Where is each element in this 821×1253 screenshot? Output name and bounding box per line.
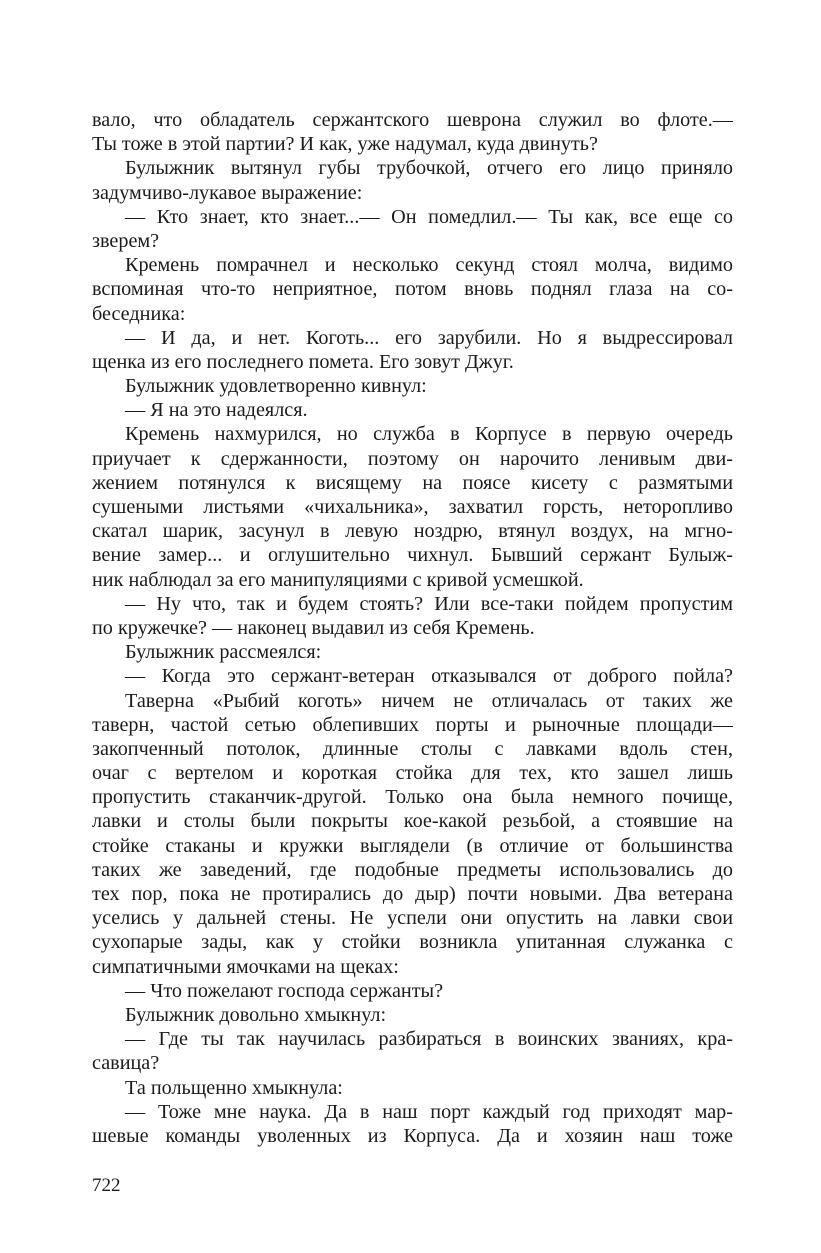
text-line: тех пор, пока не протирались до дыр) почти новыми. Два ветерана (92, 883, 733, 905)
text-line: — И да, и нет. Коготь... его зарубили. Но я выдрессировал (125, 326, 733, 349)
text-line: Та польщенно хмыкнула: (125, 1076, 343, 1099)
text-line: — Когда это сержант-ветеран отказывался от доброго пойла? (125, 665, 733, 688)
text-line: Булыжник вытянул губы трубочкой, отчего его лицо приняло (125, 157, 733, 180)
text-line: задумчиво-лукавое выражение: (92, 181, 363, 204)
text-line: жением потянулся к висящему на поясе кисету с размятыми (92, 471, 733, 494)
text-line: закопченный потолок, длинные столы с лавками вдоль стен, (92, 737, 733, 760)
text-line: — Где ты так научилась разбираться в воинских званиях, кра- (125, 1028, 733, 1051)
text-line: сухопарые зады, как у стойки возникла упитанная служанка с (92, 931, 733, 954)
text-line: таверн, частой сетью облепивших порты и рыночные площади— (92, 713, 733, 736)
text-line: — Я на это надеялся. (125, 399, 308, 422)
text-line: вало, что обладатель сержантского шеврона служил во флоте.— (92, 109, 733, 131)
text-line: ник наблюдал за его манипуляциями с кривой усмешкой. (92, 568, 584, 591)
text-line: — Тоже мне наука. Да в наш порт каждый год приходят мар- (125, 1100, 733, 1123)
text-line: пропустить стаканчик-другой. Только она была немного почище, (92, 786, 733, 809)
text-line: — Что пожелают господа сержанты? (125, 979, 444, 1002)
text-line: савица? (92, 1052, 160, 1075)
text-line: Булыжник удовлетворенно кивнул: (125, 375, 427, 398)
text-line: Булыжник рассмеялся: (125, 641, 322, 664)
text-line: симпатичными ямочками на щеках: (92, 955, 399, 978)
text-line: вение замер... и оглушительно чихнул. Бывший сержант Булыж- (92, 544, 733, 567)
text-line: Таверна «Рыбий коготь» ничем не отличалась от таких же (125, 689, 733, 712)
text-line: скатал шарик, засунул в левую ноздрю, втянул воздух, на мгно- (92, 520, 733, 543)
text-line: Ты тоже в этой партии? И как, уже надумал, куда двинуть? (92, 133, 598, 156)
page-number: 722 (92, 1175, 121, 1196)
text-line: щенка из его последнего помета. Его зовут Джуг. (92, 350, 514, 373)
text-line: приучает к сдержанности, поэтому он нарочито ленивым дви- (92, 447, 733, 470)
book-page-text (92, 108, 733, 1148)
text-line: — Кто знает, кто знает...— Он помедлил.— Ты как, все еще со (125, 205, 733, 228)
text-line: вспоминая что-то неприятное, потом вновь поднял глаза на со- (92, 278, 733, 301)
text-line: шевые команды уволенных из Корпуса. Да и хозяин наш тоже (92, 1124, 733, 1147)
text-line: — Ну что, так и будем стоять? Или все-таки пойдем пропустим (125, 592, 733, 615)
text-line: беседника: (92, 302, 186, 325)
text-line: зверем? (92, 229, 160, 252)
text-line: лавки и столы были покрыты кое-какой резьбой, а стоявшие на (92, 810, 733, 833)
text-line: таких же заведений, где подобные предметы использовались до (92, 858, 733, 881)
text-line: уселись у дальней стены. Не успели они опустить на лавки свои (92, 907, 733, 930)
text-line: стойке стаканы и кружки выглядели (в отличие от большинства (92, 834, 733, 857)
text-line: по кружечке? — наконец выдавил из себя Кремень. (92, 616, 535, 639)
text-line: Кремень помрачнел и несколько секунд стоял молча, видимо (125, 254, 733, 277)
text-line: сушеными листьями «чихальника», захватил горсть, неторопливо (92, 496, 733, 518)
text-line: очаг с вертелом и короткая стойка для тех, кто зашел лишь (92, 762, 733, 785)
text-line: Кремень нахмурился, но служба в Корпусе в первую очередь (125, 423, 733, 446)
text-line: Булыжник довольно хмыкнул: (125, 1003, 387, 1026)
